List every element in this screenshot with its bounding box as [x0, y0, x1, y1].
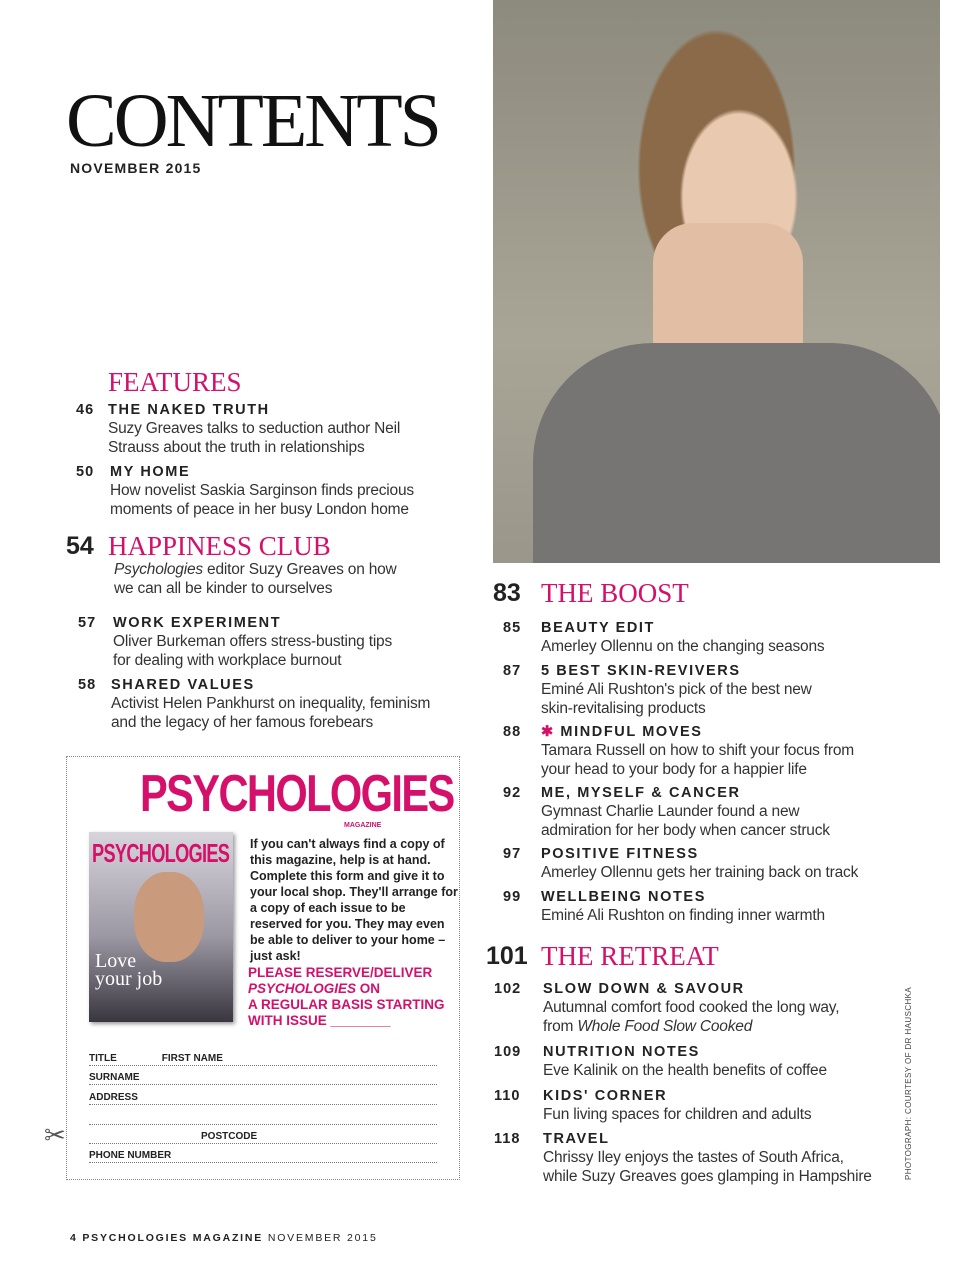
- entry-desc: we can all be kinder to ourselves: [114, 580, 333, 597]
- footer-magazine: PSYCHOLOGIES MAGAZINE: [82, 1232, 264, 1244]
- entry-desc: Strauss about the truth in relationships: [108, 439, 365, 456]
- photo-credit: PHOTOGRAPH: COURTESY OF DR HAUSCHKA: [904, 986, 913, 1180]
- reserve-magazine-name: PSYCHOLOGIES: [248, 981, 357, 996]
- address-line-2-field[interactable]: [89, 1112, 437, 1125]
- entry-title: POSITIVE FITNESS: [541, 846, 699, 862]
- page-number: 50: [76, 464, 95, 480]
- section-page-number: 83: [493, 579, 521, 607]
- entry-desc: skin-revitalising products: [541, 700, 706, 717]
- desc-text: from: [543, 1018, 578, 1035]
- toc-entry[interactable]: [494, 1087, 811, 1124]
- desc-text: editor Suzy Greaves on how: [202, 561, 397, 578]
- entry-desc: How novelist Saskia Sarginson finds precious: [110, 482, 414, 499]
- issue-field[interactable]: WITH ISSUE ________: [248, 1013, 391, 1028]
- page-number: 58: [78, 677, 97, 693]
- field-label: TITLE: [89, 1053, 117, 1064]
- surname-field[interactable]: [89, 1072, 437, 1085]
- entry-title: MINDFUL MOVES: [560, 724, 703, 740]
- page-number: 109: [494, 1044, 522, 1060]
- magazine-cover-image: [89, 832, 233, 1022]
- field-label: SURNAME: [89, 1072, 140, 1083]
- page-footer: [70, 1232, 378, 1244]
- reserve-request: [248, 965, 460, 1029]
- page-number: 118: [494, 1131, 521, 1147]
- entry-desc: [114, 560, 397, 579]
- page-number: 88: [503, 724, 522, 740]
- page-number: 110: [494, 1088, 521, 1104]
- section-page-number: 101: [486, 942, 528, 970]
- entry-desc: Suzy Greaves talks to seduction author Neil: [108, 420, 401, 437]
- entry-desc: Activist Helen Pankhurst on inequality, feminism: [111, 695, 431, 712]
- toc-entry[interactable]: [503, 784, 830, 840]
- toc-entry[interactable]: [76, 463, 414, 519]
- logo-subtitle: MAGAZINE: [344, 822, 382, 829]
- entry-title: MY HOME: [110, 464, 191, 480]
- reserve-line: A REGULAR BASIS STARTING: [248, 997, 445, 1012]
- toc-entry[interactable]: [78, 614, 392, 670]
- cover-face: [134, 872, 204, 962]
- entry-title: NUTRITION NOTES: [543, 1044, 700, 1060]
- field-label: ADDRESS: [89, 1092, 138, 1103]
- page-number: 85: [503, 620, 522, 636]
- entry-desc: while Suzy Greaves goes glamping in Hampshire: [543, 1168, 872, 1185]
- entry-desc: for dealing with workplace burnout: [113, 652, 342, 669]
- entry-title: ME, MYSELF & CANCER: [541, 785, 741, 801]
- entry-desc: Autumnal comfort food cooked the long way,: [543, 999, 840, 1016]
- toc-entry[interactable]: [503, 619, 824, 656]
- page-number: 102: [494, 981, 522, 997]
- section-heading-features: FEATURES: [108, 367, 242, 397]
- cover-headline: your job: [95, 968, 163, 990]
- entry-desc: Eminé Ali Rushton's pick of the best new: [541, 681, 812, 698]
- toc-entry[interactable]: [76, 401, 400, 457]
- entry-title: SHARED VALUES: [111, 677, 255, 693]
- entry-title: SLOW DOWN & SAVOUR: [543, 981, 745, 997]
- entry-title: 5 BEST SKIN-REVIVERS: [541, 663, 741, 679]
- entry-desc: moments of peace in her busy London home: [110, 501, 409, 518]
- field-label: PHONE NUMBER: [89, 1150, 172, 1161]
- phone-field[interactable]: [89, 1150, 437, 1163]
- field-label: FIRST NAME: [161, 1053, 223, 1064]
- page-number: 99: [503, 889, 522, 905]
- book-title: Whole Food Slow Cooked: [577, 1018, 753, 1035]
- field-label: POSTCODE: [201, 1131, 258, 1142]
- entry-desc: Chrissy Iley enjoys the tastes of South Africa,: [543, 1149, 844, 1166]
- toc-entry[interactable]: [494, 980, 839, 1036]
- title-field[interactable]: [89, 1053, 437, 1066]
- toc-entry[interactable]: [494, 1130, 872, 1186]
- asterisk-icon: ✱: [541, 724, 555, 740]
- entry-title: WORK EXPERIMENT: [113, 615, 282, 631]
- entry-title: WELLBEING NOTES: [541, 889, 706, 905]
- cover-title: PSYCHOLOGIES: [92, 838, 230, 868]
- entry-desc: [543, 1017, 839, 1036]
- address-field[interactable]: [89, 1092, 437, 1105]
- entry-title: KIDS' CORNER: [543, 1088, 668, 1104]
- entry-desc: Eminé Ali Rushton on finding inner warmth: [541, 907, 825, 924]
- entry-title: BEAUTY EDIT: [541, 620, 656, 636]
- toc-entry[interactable]: [503, 888, 825, 925]
- entry-desc: Oliver Burkeman offers stress-busting tips: [113, 633, 393, 650]
- entry-desc: Gymnast Charlie Launder found a new: [541, 803, 800, 820]
- page-number: 87: [503, 663, 522, 679]
- reserve-line: PLEASE RESERVE/DELIVER: [248, 965, 433, 980]
- toc-entry[interactable]: [503, 662, 812, 718]
- entry-desc: admiration for her body when cancer struck: [541, 822, 830, 839]
- postcode-field[interactable]: [89, 1131, 437, 1144]
- toc-entry[interactable]: [78, 676, 430, 732]
- entry-desc: Fun living spaces for children and adults: [543, 1106, 812, 1123]
- entry-desc: your head to your body for a happier life: [541, 761, 807, 778]
- scissors-icon: ✂: [44, 1120, 66, 1150]
- cover-headline: Love: [95, 950, 137, 972]
- page-number: 57: [78, 615, 97, 631]
- entry-title: THE NAKED TRUTH: [108, 402, 270, 418]
- magazine-name: Psychologies: [114, 561, 203, 578]
- page-title: CONTENTS: [66, 79, 439, 163]
- folio: 4: [70, 1232, 78, 1244]
- entry-desc: Amerley Ollennu on the changing seasons: [541, 638, 825, 655]
- toc-entry[interactable]: [503, 723, 854, 779]
- section-heading-the-boost: THE BOOST: [541, 578, 689, 608]
- page-number: 92: [503, 785, 522, 801]
- issue-date: NOVEMBER 2015: [70, 160, 202, 176]
- entry-desc: Eve Kalinik on the health benefits of coffee: [543, 1062, 827, 1079]
- toc-entry[interactable]: [494, 1043, 827, 1080]
- reserve-line: ON: [356, 981, 381, 996]
- page-number: 97: [503, 846, 522, 862]
- entry-desc: and the legacy of her famous forebears: [111, 714, 374, 731]
- section-heading-happiness-club: HAPPINESS CLUB: [108, 531, 331, 561]
- entry-desc: Amerley Ollennu gets her training back on track: [541, 864, 859, 881]
- section-heading-the-retreat: THE RETREAT: [541, 941, 719, 971]
- footer-date: NOVEMBER 2015: [267, 1232, 378, 1244]
- reserve-pitch: If you can't always find a copy of this magazine, help is at hand. Complete this form and give it to your local shop. They'll arrange for a copy of each issue to be reserved for you. They may even be able to deliver to your home – just ask!: [250, 837, 458, 963]
- cover-photo: [493, 0, 940, 563]
- psychologies-logo: PSYCHOLOGIES: [140, 765, 454, 823]
- page-number: 46: [76, 402, 95, 418]
- entry-title: TRAVEL: [543, 1131, 610, 1147]
- toc-entry[interactable]: [503, 845, 858, 882]
- section-page-number: 54: [66, 532, 94, 560]
- entry-desc: Tamara Russell on how to shift your focus from: [541, 742, 854, 759]
